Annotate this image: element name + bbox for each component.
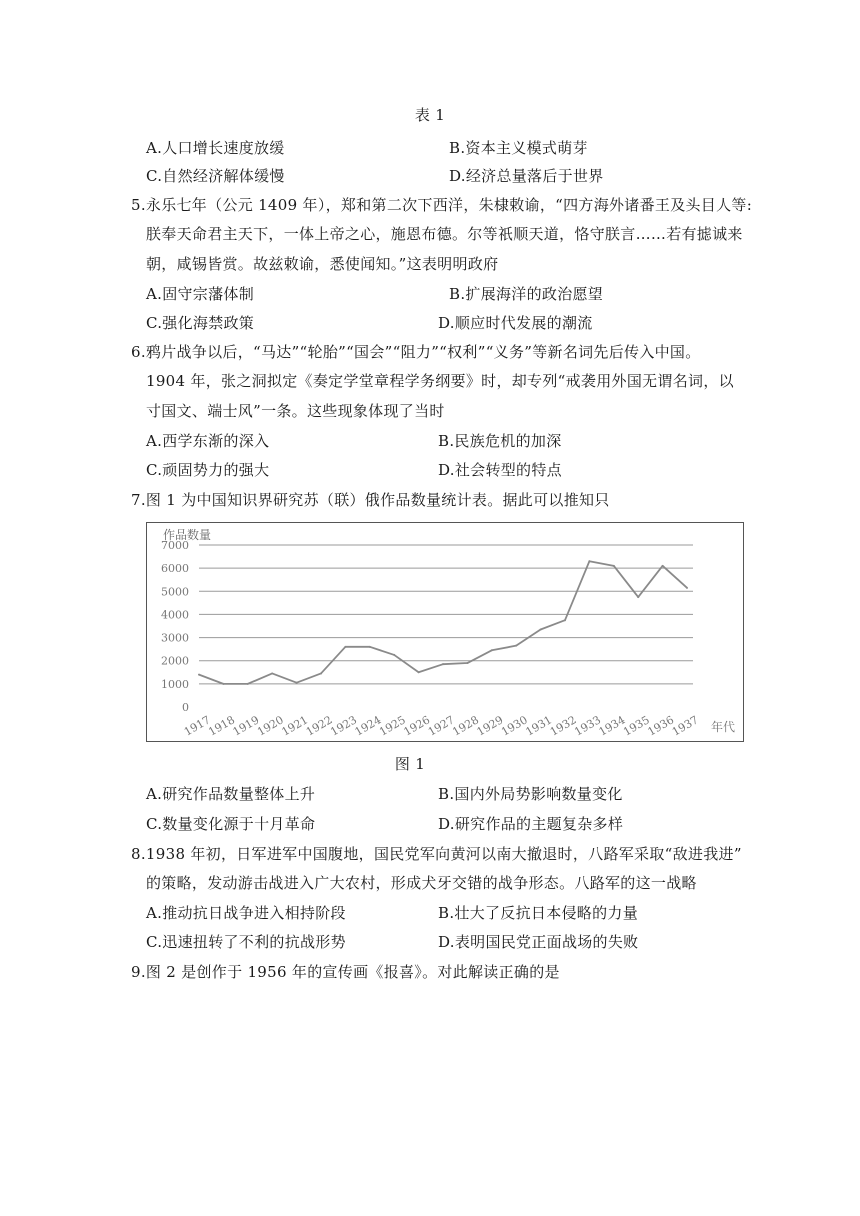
q9-stem-line-1: 9.图 2 是创作于 1956 年的宣传画《报喜》。对此解读正确的是 [131,963,560,981]
data-point [247,683,249,685]
q5-option-d: D.顺应时代发展的潮流 [438,314,593,332]
y-tick-label: 3000 [161,631,189,645]
q8-option-b: B.壮大了反抗日本侵略的力量 [438,904,638,922]
x-tick-label: 1930 [499,713,530,739]
q6-stem-line-2: 1904 年，张之洞拟定《奏定学堂章程学务纲要》时，却专列“戒袭用外国无谓名词，以 [146,372,734,390]
table-caption: 表 1 [414,106,446,124]
data-point [369,646,371,648]
data-point [491,649,493,651]
x-tick-label: 1929 [474,713,506,739]
q6-option-a: A.西学东渐的深入 [146,432,270,450]
q7-option-d: D.研究作品的主题复杂多样 [438,815,624,833]
data-point [198,674,200,676]
data-point [296,682,298,684]
data-point [320,672,322,674]
q5-stem-line-3: 朝，咸锡皆赏。故兹敕谕，悉使闻知。”这表明明政府 [146,255,499,273]
figure-1-chart [146,522,744,742]
data-point [686,587,688,589]
x-tick-label: 1937 [669,713,701,739]
q5-option-b: B.扩展海洋的政治愿望 [449,285,604,303]
q8-stem-line-2: 的策略，发动游击战进入广大农村，形成犬牙交错的战争形态。八路军的这一战略 [146,874,697,892]
q6-stem-line-3: 寸国文、端士风”一条。这些现象体现了当时 [146,402,445,420]
q7-option-b: B.国内外局势影响数量变化 [438,785,623,803]
y-tick-label: 5000 [161,585,189,599]
q4-option-c: C.自然经济解体缓慢 [146,167,285,185]
y-tick-label: 7000 [161,539,189,552]
figure-1-caption: 图 1 [394,755,426,773]
q7-option-a: A.研究作品数量整体上升 [146,785,316,803]
x-tick-label: 1925 [377,713,408,739]
q8-option-a: A.推动抗日战争进入相持阶段 [146,904,346,922]
q6-option-d: D.社会转型的特点 [438,461,562,479]
x-tick-label: 1917 [181,713,213,739]
x-tick-label: 1923 [328,713,360,739]
data-point [466,662,468,664]
x-tick-label: 1928 [450,713,482,739]
data-point [442,663,444,665]
data-point [588,560,590,562]
series-line [199,561,687,684]
x-tick-label: 1932 [547,713,579,739]
q5-option-a: A.固守宗藩体制 [146,285,255,303]
x-tick-label: 1922 [303,713,335,739]
data-point [344,646,346,648]
y-tick-label: 6000 [161,562,189,576]
q6-option-c: C.顽固势力的强大 [146,461,270,479]
x-tick-label: 1933 [572,713,604,739]
data-point [564,619,566,621]
q5-option-c: C.强化海禁政策 [146,314,255,332]
x-tick-label: 1926 [401,713,433,739]
data-point [662,565,664,567]
x-tick-label: 1924 [352,713,384,739]
data-point [418,671,420,673]
data-point [271,672,273,674]
q8-option-c: C.迅速扭转了不利的抗战形势 [146,933,346,951]
q5-stem-line-1: 5.永乐七年（公元 1409 年），郑和第二次下西洋，朱棣敕谕，“四方海外诸番王及头目人等: [131,196,753,214]
x-tick-label: 1931 [523,713,555,739]
x-tick-label: 1918 [206,713,238,739]
y-tick-label: 2000 [161,654,189,668]
q7-option-c: C.数量变化源于十月革命 [146,815,316,833]
data-point [393,654,395,656]
q6-stem-line-1: 6.鸦片战争以后，“马达”“轮胎”“国会”“阻力”“权利”“义务”等新名词先后传入中国。 [131,343,701,361]
x-tick-label: 1920 [255,713,286,739]
q6-option-b: B.民族危机的加深 [438,432,562,450]
q4-option-b: B.资本主义模式萌芽 [449,139,588,157]
x-axis-label: 年代 [711,720,736,734]
y-axis-label: 作品数量 [163,528,212,542]
x-tick-label: 1935 [621,713,652,739]
chart-canvas [147,523,743,741]
data-point [637,596,639,598]
data-point [613,565,615,567]
q7-stem-line-1: 7.图 1 为中国知识界研究苏（联）俄作品数量统计表。据此可以推知只 [131,491,610,509]
x-tick-label: 1919 [230,713,262,739]
q8-option-d: D.表明国民党正面战场的失败 [438,933,639,951]
data-point [540,628,542,630]
y-tick-label: 0 [182,701,189,714]
y-tick-label: 1000 [161,677,189,691]
x-tick-label: 1934 [596,713,628,739]
x-tick-label: 1927 [425,713,457,739]
data-point [222,683,224,685]
q5-stem-line-2: 朕奉天命君主天下，一体上帝之心，施恩布德。尔等祇顺天道，恪守朕言……若有摅诚来 [146,225,743,243]
q4-option-d: D.经济总量落后于世界 [449,167,604,185]
q8-stem-line-1: 8.1938 年初，日军进军中国腹地，国民党军向黄河以南大撤退时，八路军采取“敌进我进” [131,845,742,863]
q4-option-a: A.人口增长速度放缓 [146,139,285,157]
data-point [515,645,517,647]
y-tick-label: 4000 [161,608,189,622]
x-tick-label: 1936 [645,713,677,739]
x-tick-label: 1921 [279,713,311,739]
